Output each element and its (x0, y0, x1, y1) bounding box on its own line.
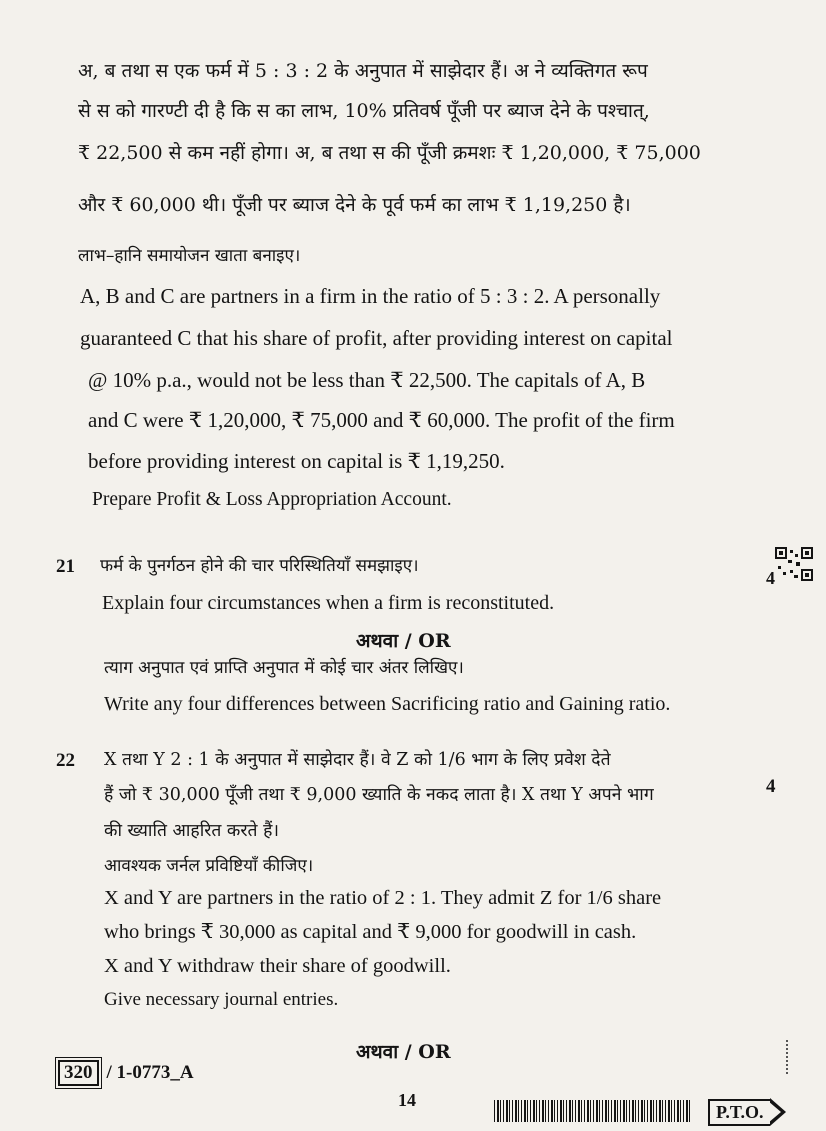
pto-label: P.T.O. (708, 1099, 770, 1126)
arrow-right-icon (770, 1098, 786, 1126)
q21-or-label: अथवा / OR (356, 630, 451, 652)
q20-english-line-2: guaranteed C that his share of profit, after providing interest on capital (80, 326, 673, 350)
q22-marks: 4 (766, 776, 776, 797)
subject-code-box: 320 (58, 1060, 99, 1086)
q22-hindi-line-1: X तथा Y 2 : 1 के अनुपात में साझेदार हैं। वे Z को 1/6 भाग के लिए प्रवेश देते (104, 750, 611, 770)
pto-marker (708, 1098, 786, 1126)
q22-english-line-2: who brings ₹ 30,000 as capital and ₹ 9,000 for goodwill in cash. (104, 921, 637, 943)
q20-hindi-line-1: अ, ब तथा स एक फर्म में 5 : 3 : 2 के अनुपात में साझेदार हैं। अ ने व्यक्तिगत रूप (78, 60, 648, 82)
q20-english-line-3: @ 10% p.a., would not be less than ₹ 22,500. The capitals of A, B (88, 368, 646, 392)
q20-instruction: Prepare Profit & Loss Appropriation Account. (92, 489, 452, 510)
q21-english: Explain four circumstances when a firm is reconstituted. (102, 592, 555, 614)
q20-english-line-1: A, B and C are partners in a firm in the ratio of 5 : 3 : 2. A personally (80, 284, 661, 308)
q20-hindi-line-2: से स को गारण्टी दी है कि स का लाभ, 10% प्रतिवर्ष पूँजी पर ब्याज देने के पश्चात्, (78, 100, 650, 122)
q21-hindi: फर्म के पुनर्गठन होने की चार परिस्थितियाँ समझाइए। (100, 556, 419, 576)
q21-alt-hindi: त्याग अनुपात एवं प्राप्ति अनुपात में कोई चार अंतर लिखिए। (104, 658, 464, 678)
scan-edge-marks (786, 1040, 802, 1074)
q22-english-line-4: Give necessary journal entries. (104, 989, 339, 1010)
question-number-21: 21 (56, 556, 75, 577)
q20-english-line-4: and C were ₹ 1,20,000, ₹ 75,000 and ₹ 60,000. The profit of the firm (88, 408, 675, 432)
q22-or-label: अथवा / OR (356, 1041, 451, 1063)
q21-marks: 4 (766, 568, 775, 588)
q22-hindi-line-3: की ख्याति आहरित करते हैं। (104, 821, 279, 841)
barcode-icon (494, 1100, 690, 1122)
q21-alt-english: Write any four differences between Sacrificing ratio and Gaining ratio. (104, 693, 671, 715)
q20-hindi-line-4: और ₹ 60,000 थी। पूँजी पर ब्याज देने के पूर्व फर्म का लाभ ₹ 1,19,250 है। (78, 194, 631, 216)
page-number: 14 (398, 1090, 416, 1110)
q22-hindi-line-4: आवश्यक जर्नल प्रविष्टियाँ कीजिए। (104, 856, 314, 876)
q20-hindi-line-5: लाभ–हानि समायोजन खाता बनाइए। (78, 246, 301, 266)
q20-hindi-line-3: ₹ 22,500 से कम नहीं होगा। अ, ब तथा स की पूँजी क्रमशः ₹ 1,20,000, ₹ 75,000 (78, 142, 701, 164)
q22-english-line-1: X and Y are partners in the ratio of 2 : 1. They admit Z for 1/6 share (104, 887, 662, 909)
q22-english-line-3: X and Y withdraw their share of goodwill. (104, 955, 451, 977)
question-number-22: 22 (56, 750, 75, 771)
paper-code: / 1-0773_A (106, 1062, 194, 1083)
q20-english-line-5: before providing interest on capital is ₹ 1,19,250. (88, 449, 505, 473)
qr-code-icon (774, 546, 814, 582)
q22-hindi-line-2: हैं जो ₹ 30,000 पूँजी तथा ₹ 9,000 ख्याति के नकद लाता है। X तथा Y अपने भाग (104, 785, 654, 805)
footer-code-block (58, 1060, 194, 1086)
